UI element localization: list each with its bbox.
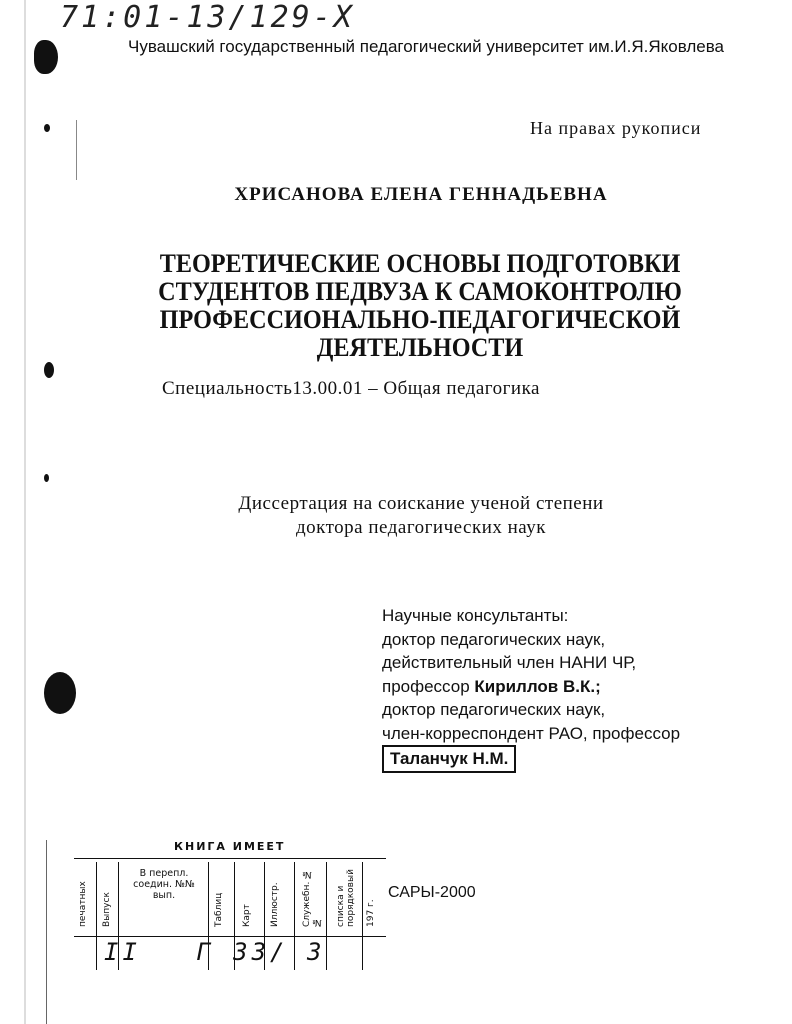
consultant-line: доктор педагогических наук, (382, 629, 606, 649)
scan-mark (44, 474, 49, 482)
consultants-heading: Научные консультанты: (382, 606, 569, 625)
dissertation-title (141, 250, 699, 362)
stamp-divider (362, 862, 363, 970)
stamp-divider (96, 862, 97, 970)
scan-mark (34, 40, 58, 74)
title-line: ТЕОРЕТИЧЕСКИЕ ОСНОВЫ ПОДГОТОВКИ (159, 249, 681, 278)
dissertation-line: Диссертация на соискание ученой степени (238, 493, 604, 514)
title-line: ПРОФЕССИОНАЛЬНО-ПЕДАГОГИЧЕСКОЙ (159, 305, 681, 334)
archive-code: 71:01-13/129-X (60, 0, 355, 35)
title-line: СТУДЕНТОВ ПЕДВУЗА К САМОКОНТРОЛЮ (158, 277, 682, 306)
consultant-prefix: профессор (382, 676, 475, 696)
consultant-line (382, 745, 680, 773)
scan-line (76, 120, 77, 180)
stamp-column: Иллюстр. (270, 882, 280, 927)
university-name: Чувашский государственный педагогический университет им.И.Я.Яковлева (128, 37, 725, 56)
scan-mark (44, 124, 50, 132)
title-line: ДЕЯТЕЛЬНОСТИ (316, 333, 524, 362)
library-stamp (74, 840, 386, 970)
consultant-line: доктор педагогических наук, (382, 700, 606, 719)
scan-mark (44, 672, 76, 714)
consultants-block (382, 604, 680, 773)
consultant-name-boxed: Таланчук Н.М. (382, 745, 516, 773)
stamp-rule (74, 858, 386, 859)
author-name: ХРИСАНОВА ЕЛЕНА ГЕННАДЬЕВНА (234, 184, 608, 205)
city-year: САРЫ-2000 (388, 884, 476, 901)
scan-line (46, 840, 47, 1024)
dissertation-type (0, 492, 792, 540)
dissertation-line: доктора педагогических наук (295, 517, 547, 538)
manuscript-rights: На правах рукописи (530, 118, 702, 138)
stamp-rule (74, 936, 386, 937)
stamp-handwriting: ІІ Г 3З/ З (104, 938, 326, 966)
stamp-divider (326, 862, 327, 970)
stamp-column: Таблиц (214, 892, 224, 927)
stamp-column: печатных (78, 881, 88, 927)
stamp-heading: КНИГА ИМЕЕТ (174, 840, 286, 853)
specialty: Специальность13.00.01 – Общая педагогика (162, 378, 540, 399)
stamp-column: Служебн. №№ (302, 868, 322, 927)
consultant-name: Кириллов В.К.; (474, 676, 601, 696)
stamp-column: списка и порядковый (336, 869, 356, 927)
stamp-column: Выпуск (102, 892, 112, 927)
consultant-line: действительный член НАНИ ЧР, (382, 653, 637, 672)
stamp-column: Карт (242, 904, 252, 927)
stamp-column: 197 г. (366, 899, 376, 927)
stamp-column: В перепл. соедин. №№ вып. (133, 868, 195, 901)
scan-mark (44, 362, 54, 378)
consultant-line: член-корреспондент РАО, профессор (382, 723, 681, 743)
consultant-line (382, 675, 680, 699)
